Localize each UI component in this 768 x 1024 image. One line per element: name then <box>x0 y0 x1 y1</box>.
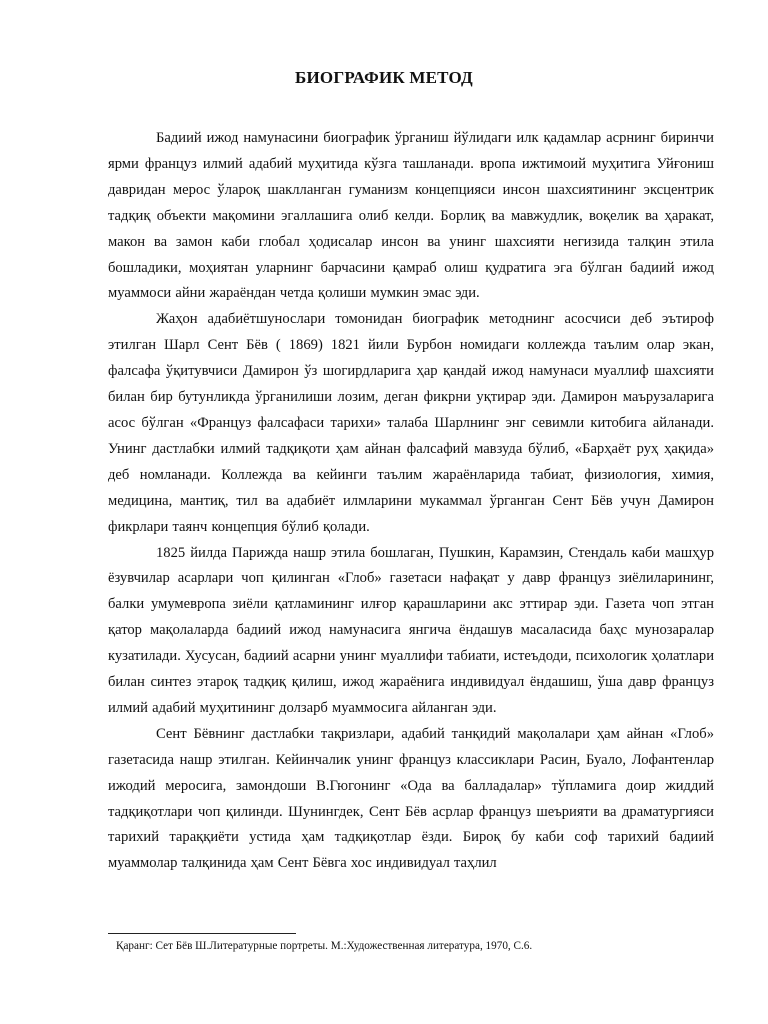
footnote: Қаранг: Сет Бёв Ш.Литературные портреты. М.:Художественная литература, 1970, С.6. <box>116 940 533 952</box>
paragraph-3: 1825 йилда Парижда нашр этила бошлаган, Пушкин, Карамзин, Стендаль каби машҳур ёзувчилар асарлари чоп қилинган «Глоб» газетаси нафақат у давр француз зиёлиларининг, балки умумевропа зиёли қатламининг илғор қарашларини акс эттирар эди. Газета чоп этган қатор мақолаларда бадиий ижод намунасига янгича ёндашув масаласида баҳс мунозаралар кузатилади. Хусусан, бадиий асарни унинг муаллифи табиати, истеъдоди, психологик ҳолатлари билан синтез этароқ тадқиқ қилиш, ижод жараёнига индивидуал ёндашиш, ўша давр француз илмий адабий муҳитининг долзарб муаммосига айланган эди. <box>108 544 714 716</box>
document-title: БИОГРАФИК МЕТОД <box>295 68 473 87</box>
paragraph-1: Бадиий ижод намунасини биографик ўрганиш йўлидаги илк қадамлар асрнинг биринчи ярми француз илмий адабий муҳитида кўзга ташланади. вропа ижтимоий муҳитига Уйғониш давридан мерос ўлароқ шаклланган гуманизм концепцияси инсон шахсиятининг эксцентрик тадқиқ объекти мақомини эгаллашига олиб келди. Борлиқ ва мавжудлик, воқелик ва ҳаракат, макон ва замон каби глобал ҳодисалар инсон ва унинг шахсияти негизида талқин этила бошладики, моҳиятан уларнинг барчасини қамраб олиш қудратига эга бўлган бадиий ижод муаммоси айни жараёндан четда қолиши мумкин эмас эди. <box>108 130 714 302</box>
footnote-divider <box>108 933 296 934</box>
document-body <box>108 126 714 877</box>
paragraph-2: Жаҳон адабиётшунослари томонидан биографик методнинг асосчиси деб эътироф этилган Шарл Сент Бёв ( 1869) 1821 йили Бурбон номидаги коллежда таълим олар экан, фалсафа ўқитувчиси Дамирон ўз шогирдларига ҳар қандай ижод намунаси муаллиф шахсияти билан бир бутунликда ўрганилиши лозим, деган фикрни уқтирар эди. Дамирон маърузаларига асос бўлган «Француз фалсафаси тарихи» талаба Шарлнинг энг севимли китобига айланади. Унинг дастлабки илмий тадқиқоти ҳам айнан фалсафий мавзуда бўлиб, «Барҳаёт руҳ ҳақида» деб номланади. Коллежда ва кейинги таълим жараёнларида табиат, физиология, химия, медицина, мантиқ, тил ва адабиёт илмларини мукаммал ўрганган Сент Бёв учун Дамирон фикрлари таянч концепция бўлиб қолади. <box>108 311 714 535</box>
paragraph-4: Сент Бёвнинг дастлабки тақризлари, адабий танқидий мақолалари ҳам айнан «Глоб» газетасида нашр этилган. Кейинчалик унинг француз классиклари Расин, Буало, Лофантенлар ижодий меросига, замондоши В.Гюгонинг «Ода ва балладалар» тўпламига доир жиддий тадқиқотлари чоп қилинди. Шунингдек, Сент Бёв асрлар француз шеърияти ва драматургияси тарихий тараққиёти устида ҳам тадқиқотлар ёзди. Бироқ бу каби соф тарихий бадиий муаммолар талқинида ҳам Сент Бёвга хос индивидуал таҳлил <box>108 725 714 872</box>
